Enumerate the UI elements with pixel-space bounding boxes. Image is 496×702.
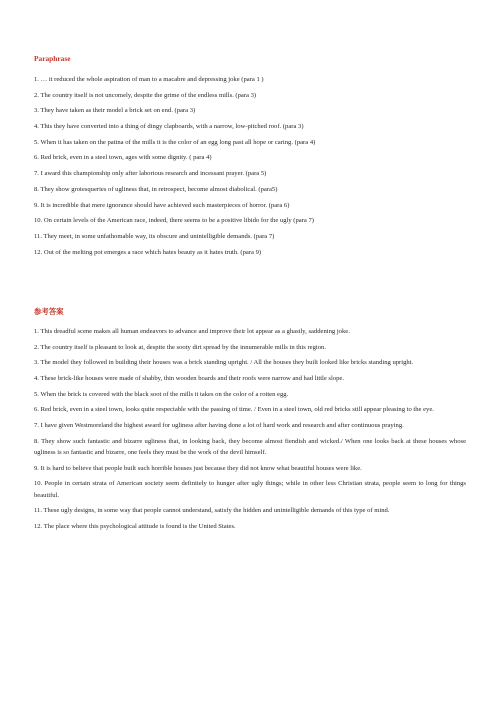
paraphrase-item: 12. Out of the melting pot emerges a race which hates beauty as it hates truth. (para 9) [34, 248, 262, 256]
answer-item: 12. The place where this psychological attitude is found is the United States. [34, 523, 236, 531]
answer-item: 5. When the brick is covered with the black soot of the mills it takes on the color of a rotten egg. [34, 390, 289, 398]
answer-item: 11. These ugly designs, in some way that people cannot understand, satisfy the hidden and unintelligible demands of this type of mind. [34, 507, 390, 515]
paraphrase-item: 2. The country itself is not uncomely, despite the grime of the endless mills. (para 3) [34, 91, 257, 99]
paraphrase-item: 7. I award this championship only after laborious research and incessant prayer. (para 5) [34, 170, 267, 178]
paraphrase-item: 10. On certain levels of the American race, indeed, there seems to be a positive libido for the ugly (para 7) [34, 217, 314, 225]
answers-heading: 参考答案 [34, 307, 64, 316]
paraphrase-item: 5. When it has taken on the patina of the mills it is the color of an egg long past all hope or caring. (para 4) [34, 138, 316, 146]
paraphrase-item: 11. They meet, in some unfathomable way, its obscure and unintelligible demands. (para 7) [34, 232, 275, 240]
answer-item: 7. I have given Westmoreland the highest award for ugliness after having done a lot of hard work and research and after continuous praying. [34, 422, 404, 430]
answers-list [34, 326, 466, 537]
paraphrase-item: 6. Red brick, even in a steel town, ages with some dignity. ( para 4) [34, 154, 212, 162]
paraphrase-item: 9. It is incredible that mere ignorance should have achieved such masterpieces of horror. (para 6) [34, 201, 290, 209]
paraphrase-list [34, 74, 466, 262]
paraphrase-heading: Paraphrase [34, 54, 71, 63]
answer-item: 6. Red brick, even in a steel town, looks quite respectable with the passing of time. / Even in a steel town, old red bricks still appear pleasing to the eye. [34, 406, 434, 414]
answer-item: 4. These brick-like houses were made of shabby, thin wooden boards and their roofs were narrow and had little slope. [34, 375, 344, 383]
paraphrase-item: 3. They have taken as their model a brick set on end. (para 3) [34, 107, 196, 115]
answer-item: 2. The country itself is pleasant to look at, despite the sooty dirt spread by the innumerable mills in this region. [34, 343, 326, 351]
answer-item: 10. People in certain strata of American society seem definitely to hunger after ugly things; while in other less Christian strata, people seem to long for things beautiful. [34, 480, 466, 499]
answer-item: 1. This dreadful scene makes all human endeavors to advance and improve their lot appear as a ghastly, saddening joke. [34, 328, 350, 335]
answer-item: 8. They show such fantastic and bizarre ugliness that, in looking back, they become almost fiendish and wicked./ When one looks back at these houses whose ugliness is so fantastic and bizarre, one feels they must be the work of the devil himself. [34, 437, 466, 457]
paraphrase-item: 4. This they have converted into a thing of dingy clapboards, with a narrow, low-pitched roof. (para 3) [34, 123, 304, 131]
paraphrase-item: 1. … it reduced the whole aspiration of man to a macabre and depressing joke (para 1 ) [34, 76, 264, 83]
paraphrase-item: 8. They show grotesqueries of ugliness that, in retrospect, become almost diabolical. (para5) [34, 185, 278, 193]
answer-item: 9. It is hard to believe that people built such horrible houses just because they did not know what beautiful houses were like. [34, 464, 362, 472]
answer-item: 3. The model they followed in building their houses was a brick standing upright. / All the houses they built looked like bricks standing upright. [34, 359, 414, 367]
